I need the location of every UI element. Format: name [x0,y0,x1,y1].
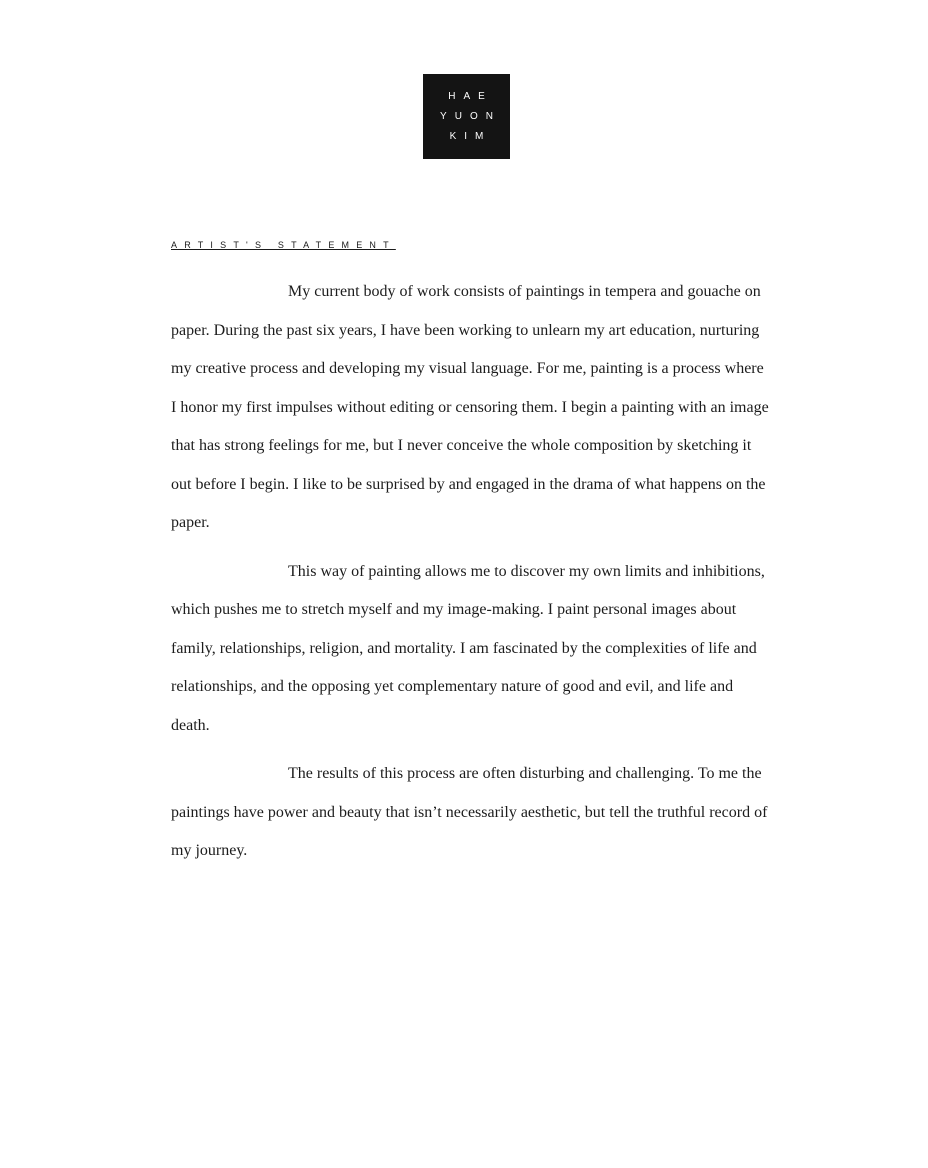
artist-logo [423,74,510,159]
statement-paragraph-2: This way of painting allows me to discover my own limits and inhibitions, which pushes me to stretch myself and my image-making. I paint personal images about family, relationships, religion, and mortality. I am fascinated by the complexities of life and relationships, and the opposing yet complementary nature of good and evil, and life and death. [171,562,765,734]
logo-line-kim: KIM [449,130,492,142]
statement-paragraph-3: The results of this process are often disturbing and challenging. To me the paintings have power and beauty that isn’t necessarily aesthetic, but tell the truthful record of my journey. [171,765,768,859]
statement-body [171,273,771,881]
section-heading: ARTIST'S STATEMENT [171,240,396,250]
logo-line-hae: HAE [448,90,493,102]
logo-line-yuon: YUON [440,110,501,122]
statement-paragraph-1: My current body of work consists of paintings in tempera and gouache on paper. During the past six years, I have been working to unlearn my art education, nurturing my creative process and developing my visual language. For me, painting is a process where I honor my first impulses without editing or censoring them. I begin a painting with an image that has strong feelings for me, but I never conceive the whole composition by sketching it out before I begin. I like to be surprised by and engaged in the drama of what happens on the paper. [171,283,769,531]
